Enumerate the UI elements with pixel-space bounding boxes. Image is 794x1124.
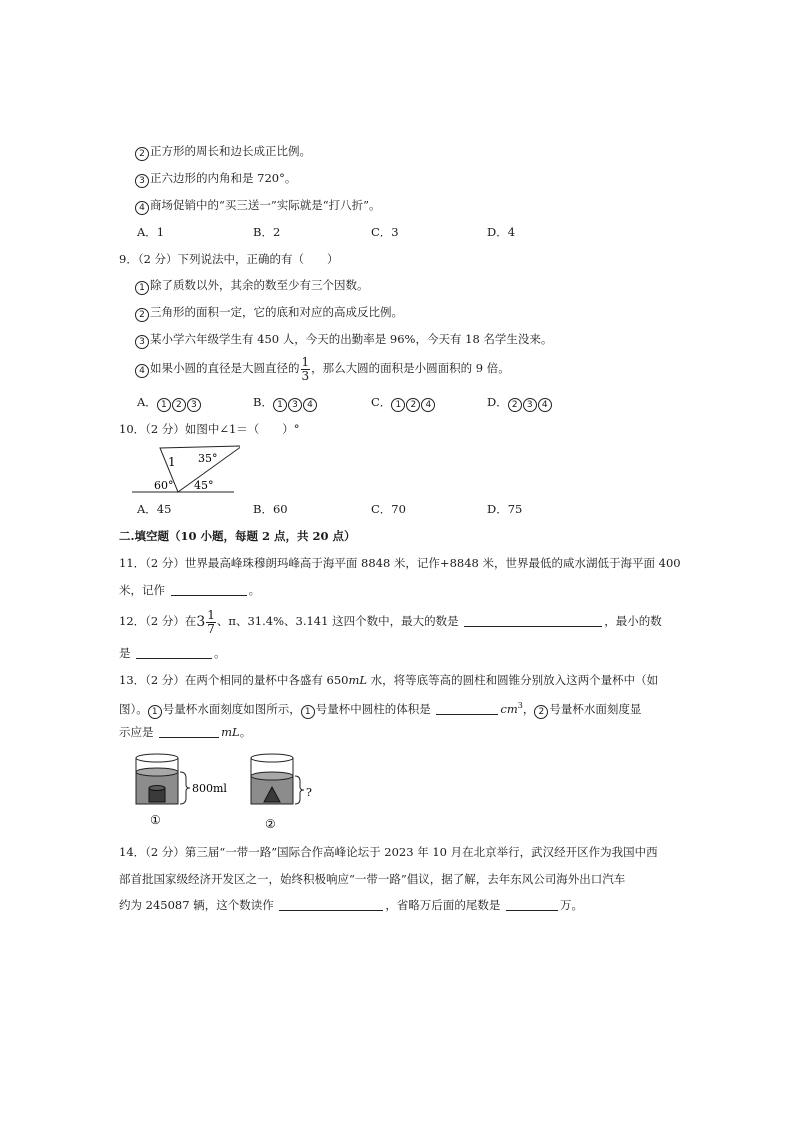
circled-number: 4 <box>303 398 317 412</box>
circled-number: 3 <box>288 398 302 412</box>
q10-stem: 10．（2 分）如图中∠1＝（ ）° <box>119 422 300 436</box>
q11-text-end: 。 <box>248 583 261 597</box>
statement-text: 如果小圆的直径是大圆直径的 <box>150 361 300 375</box>
option-letter: D． <box>487 395 508 409</box>
q8-statement-2 <box>135 143 311 161</box>
circled-number: 1 <box>391 398 405 412</box>
q13-line3 <box>119 724 251 740</box>
q12-text-2: ，最小的数 <box>604 614 662 628</box>
q9-option-d[interactable] <box>487 394 553 412</box>
q13-text: 13．（2 分）在两个相同的量杯中各盛有 650 <box>119 673 349 687</box>
q12-line2 <box>119 645 226 661</box>
circled-number: 3 <box>187 398 201 412</box>
q13-text-2: 水，将等底等高的圆柱和圆锥分别放入这两个量杯中（如 <box>367 673 659 687</box>
cup-1-rim <box>136 754 178 762</box>
cylinder-top <box>149 786 165 791</box>
circled-number: 3 <box>523 398 537 412</box>
cup-1-label: ① <box>150 813 161 827</box>
statement-text-end: ，那么大圆的面积是小圆面积的 9 倍。 <box>311 361 510 375</box>
section-heading: 二.填空题（10 小题，每题 2 点，共 20 点） <box>119 529 356 543</box>
q12-prefix: 12．（2 分）在 <box>119 614 197 628</box>
q13-text-4: 号量杯水面刻度如图所示， <box>162 701 301 716</box>
cup-1-brace <box>180 772 190 804</box>
statement-text: 某小学六年级学生有 450 人，今天的出勤率是 96%，今天有 18 名学生没来。 <box>150 332 553 346</box>
fraction-denominator: 7 <box>207 621 215 636</box>
q12-text-end: 。 <box>214 646 226 660</box>
q14-approximation-blank[interactable] <box>506 898 558 911</box>
q13-cup2-reading-blank[interactable] <box>159 725 219 738</box>
circled-number: 2 <box>534 705 548 719</box>
q13-text-8: 示应是 <box>119 725 154 739</box>
q14-text-end: 万。 <box>560 898 584 912</box>
angle-35-label: 35° <box>198 452 218 465</box>
q11-answer-blank[interactable] <box>171 583 247 596</box>
fraction-numerator: 1 <box>301 354 310 369</box>
angle-45-label: 45° <box>194 479 214 492</box>
q13-measuring-cups-figure <box>128 748 328 832</box>
circled-number: 2 <box>135 147 149 161</box>
unit-ml: mL <box>221 725 240 739</box>
q10-option-d[interactable]: D．75 <box>487 502 523 516</box>
q13-text-6: ， <box>522 701 535 716</box>
q13-text-end: 。 <box>239 725 252 739</box>
circled-number: 2 <box>508 398 522 412</box>
q9-statement-1 <box>135 277 369 295</box>
q13-line1 <box>119 672 658 688</box>
circled-number: 4 <box>135 201 149 215</box>
unit-ml: mL <box>348 673 368 687</box>
q9-stem: 9．（2 分）下列说法中，正确的有（ ） <box>119 252 339 266</box>
statement-text: 正方形的周长和边长成正比例。 <box>150 144 311 158</box>
angle-60-label: 60° <box>154 479 174 492</box>
q13-text-7: 号量杯水面刻度显 <box>549 701 642 716</box>
option-letter: A． <box>137 395 157 409</box>
q13-cylinder-volume-blank[interactable] <box>436 702 498 715</box>
q9-statement-4 <box>135 353 510 383</box>
circled-number: 1 <box>135 281 149 295</box>
statement-text: 三角形的面积一定，它的底和对应的高成反比例。 <box>150 305 403 319</box>
fraction <box>206 609 216 636</box>
q14-text-2: ，省略万后面的尾数是 <box>385 898 501 912</box>
statement-text: 正六边形的内角和是 720°。 <box>150 171 297 185</box>
q10-option-a[interactable]: A．45 <box>137 502 172 516</box>
q10-option-b[interactable]: B．60 <box>253 502 288 516</box>
q9-statement-2 <box>135 304 403 322</box>
q12-line1 <box>119 606 662 637</box>
cup-2-rim <box>251 754 293 762</box>
q8-option-b[interactable]: B．2 <box>253 225 281 239</box>
q12-min-blank[interactable] <box>136 646 212 659</box>
cup-2-brace <box>295 776 304 804</box>
q8-statement-4 <box>135 197 381 215</box>
q9-option-a[interactable] <box>137 394 202 412</box>
q14-line3 <box>119 897 583 913</box>
circled-number: 1 <box>157 398 171 412</box>
cup-2 <box>251 754 312 831</box>
q14-reading-blank[interactable] <box>279 898 383 911</box>
q11-text: 米，记作 <box>119 583 165 597</box>
circled-number: 1 <box>301 705 315 719</box>
q14-line2: 部首批国家级经济开发区之一，始终积极响应“一带一路”倡议，据了解，去年东风公司海外出口汽车 <box>119 872 626 886</box>
q8-statement-3 <box>135 170 296 188</box>
unit-exponent: 3 <box>517 701 523 710</box>
fraction-denominator: 3 <box>301 368 310 383</box>
option-letter: C． <box>371 395 392 409</box>
mixed-number-whole: 3 <box>196 614 206 630</box>
q13-text-3: 图）。 <box>119 701 148 716</box>
circled-number: 3 <box>135 174 149 188</box>
cup-1-water-surface <box>136 768 178 776</box>
angle-1-label: 1 <box>168 455 176 469</box>
cup-2-water-surface <box>251 772 293 780</box>
circled-number: 1 <box>273 398 287 412</box>
q8-option-c[interactable]: C．3 <box>371 225 399 239</box>
circled-number: 2 <box>172 398 186 412</box>
q9-statement-3 <box>135 331 552 349</box>
fraction-numerator: 1 <box>207 607 215 622</box>
circled-number: 2 <box>135 308 149 322</box>
option-letter: B． <box>253 395 273 409</box>
q13-text-5: 号量杯中圆柱的体积是 <box>315 701 431 716</box>
circled-number: 1 <box>148 705 162 719</box>
cup-2-unknown-label: ? <box>306 786 312 799</box>
q12-max-blank[interactable] <box>464 614 602 627</box>
circled-number: 4 <box>135 364 149 378</box>
q14-text: 约为 245087 辆，这个数读作 <box>119 898 274 912</box>
q11-line1: 11．（2 分）世界最高峰珠穆朗玛峰高于海平面 8848 米，记作+8848 米，世界最低的咸水湖低于海平面 400 <box>119 556 681 570</box>
statement-text: 商场促销中的“买三送一”实际就是“打八折”。 <box>150 198 381 212</box>
circled-number: 4 <box>538 398 552 412</box>
q12-text-3: 是 <box>119 646 131 660</box>
q8-option-d[interactable]: D．4 <box>487 225 516 239</box>
q14-line1: 14．（2 分）第三届“一带一路”国际合作高峰论坛于 2023 年 10 月在北京举行，武汉经开区作为我国中西 <box>119 845 658 859</box>
statement-text: 除了质数以外，其余的数至少有三个因数。 <box>150 278 369 292</box>
q8-option-a[interactable]: A．1 <box>137 225 165 239</box>
circled-number: 2 <box>406 398 420 412</box>
q13-line2 <box>119 698 641 719</box>
q9-option-c[interactable] <box>371 394 436 412</box>
q10-triangle-figure <box>130 440 240 496</box>
unit-cm: cm <box>500 701 518 716</box>
circled-number: 4 <box>421 398 435 412</box>
q12-text: 、π、31.4%、3.141 这四个数中，最大的数是 <box>216 614 459 628</box>
q10-option-c[interactable]: C．70 <box>371 502 406 516</box>
fraction <box>301 356 311 383</box>
q9-option-b[interactable] <box>253 394 318 412</box>
cup-1-volume-label: 800ml <box>192 782 227 795</box>
cup-1 <box>136 754 227 827</box>
q11-line2 <box>119 582 260 598</box>
cup-2-label: ② <box>265 817 276 831</box>
circled-number: 3 <box>135 335 149 349</box>
